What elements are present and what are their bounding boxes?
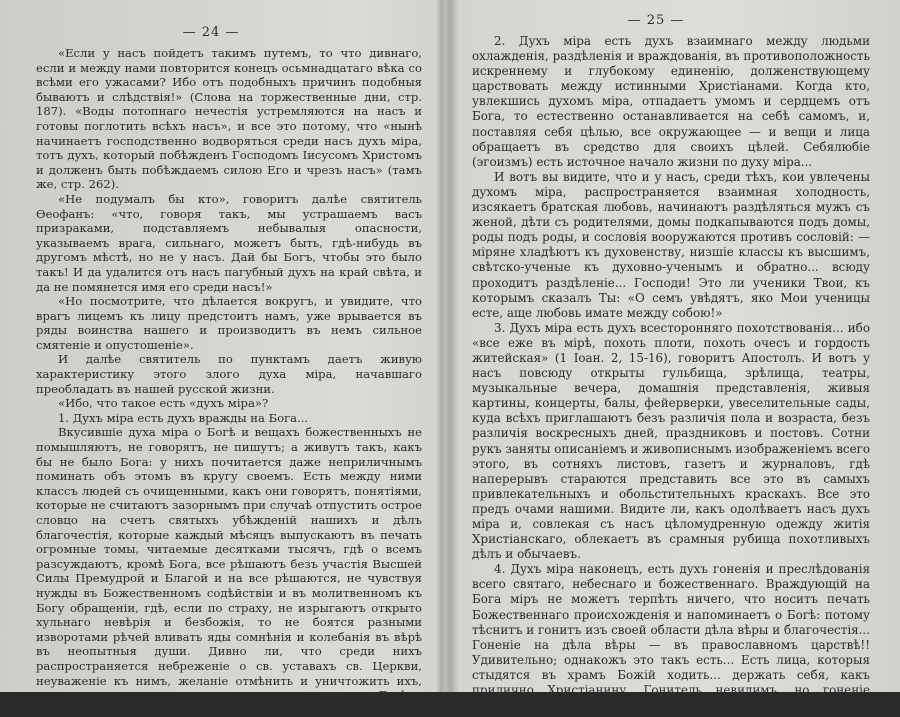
- right-page: [446, 0, 900, 713]
- paragraph: «Не подумалъ бы кто», говоритъ далѣе святитель Ѳеофанъ: «что, говоря такъ, мы устрашаемъ васъ призраками, подставляемъ небывалыя опасности, указываемъ врага, сильнаго, можетъ быть, гдѣ-нибудь въ другомъ мѣстѣ, но не у насъ. Дай бы Богъ, чтобы это было такъ! И да удалится отъ насъ пагубный духъ на край свѣта, и да не помянется имя его среди насъ!»: [36, 191, 422, 294]
- paragraph: И далѣе святитель по пунктамъ даетъ живую характеристику этого злого духа міра, начавшаго преобладать въ нашей русской жизни.: [36, 352, 422, 396]
- paragraph: «Ибо, что такое есть «духъ міра»?: [58, 396, 269, 411]
- left-page-text: [36, 46, 422, 717]
- paragraph: 1. Духъ міра есть духъ вражды на Бога...: [58, 410, 309, 425]
- right-page-text: [472, 34, 870, 713]
- paragraph: 2. Духъ міра есть духъ взаимнаго между людьми охлажденія, раздѣленія и враждованія, въ противоположность искреннему и глубокому единенію, долженствующему царствовать между истинными Христіанами. Когда кто, увлекшись духомъ міра, отпадаетъ умомъ и сердцемъ отъ Бога, то естественно останавливается на себѣ самомъ, и, поставляя себя цѣлью, все окружающее — и вещи и лица обращаетъ въ средство для своихъ цѣлей. Себялюбіе (эгоизмъ) есть источное начало жизни по духу міра...: [472, 34, 870, 169]
- page-number-right: — 25 —: [627, 13, 685, 28]
- paragraph: «Но посмотрите, что дѣлается вокругъ, и увидите, что врагъ лицемъ къ лицу предстоитъ намъ, уже врывается въ ряды воинства нашего и производитъ въ немъ сильное смятеніе и опустошеніе».: [36, 294, 422, 352]
- page-number-left: — 24 —: [182, 25, 240, 40]
- paragraph: «Если у насъ пойдетъ такимъ путемъ, то что дивнаго, если и между нами повторится конецъ осьмнадцатаго вѣка со всѣми его ужасами? Ибо отъ подобныхъ причинъ подобныя бываютъ и слѣдствія!» (Слова на торжественные дни, стр. 187). «Воды потопнаго нечестія устремляются на насъ и готовы поглотить всѣхъ насъ», и все это потому, что «нынѣ начинаетъ господственно водворяться среди насъ духъ міра, тотъ духъ, который побѣжденъ Господомъ Іисусомъ Христомъ и долженъ быть побѣждаемъ силою Его и чрезъ насъ» (тамъ же, стр. 262).: [36, 46, 422, 192]
- paragraph: И вотъ вы видите, что и у насъ, среди тѣхъ, кои увлечены духомъ міра, распространяется взаимная холодность, изсякаетъ братская любовь, начинаютъ раздѣляться мужъ съ женой, дѣти съ родителями, домы подкапываются подъ домы, роды подъ роды, и сословія вооружаются противъ сословій: — міряне хладѣютъ къ духовенству, низшіе классы къ высшимъ, свѣтско-ученые къ духовно-ученымъ и обратно... всюду проходитъ раздѣленіе... Господи! Это ли ученики Твои, къ которымъ сказалъ Ты: «О семъ увѣдятъ, яко Мои ученицы есте, аще любовь имате между собою!»: [472, 169, 870, 320]
- paragraph: 4. Духъ міра наконецъ, есть духъ гоненія и преслѣдованія всего святаго, небеснаго и божественнаго. Враждующій на Бога міръ не можетъ терпѣть ничего, что носитъ печать Божественнаго происхожденія и напоминаетъ о Богѣ: потому тѣснитъ и гонитъ изъ своей области дѣла вѣры и благочестія... Гоненіе на дѣла вѣры — въ православномъ царствѣ!! Удивительно; однакожъ это такъ есть... Есть лица, которыя стыдятся въ храмъ Божій ходить... держать себя, какъ прилично Христіанину. Гонитель невидимъ, но гоненіе видимо, и всѣми испытывается. И вотъ: [472, 562, 870, 713]
- paragraph: 3. Духъ міра есть духъ всесторонняго похотствованія... ибо «все еже въ мірѣ, похоть плоти, похоть очесъ и гордость житейская» (1 Іоан. 2, 15-16), говоритъ Апостолъ. И вотъ у насъ повсюду открыты гульбища, зрѣлища, театры, музыкальные вечера, домашнія представленія, живыя картины, концерты, балы, фейерверки, увеселительные сады, куда всѣхъ приглашаютъ безъ различія пола и возраста, безъ различія воскресныхъ дней, праздниковъ и постовъ. Сотни рукъ заняты описаніемъ и живописнымъ изображеніемъ всего этого, въ сотняхъ листовъ, газетъ и журналовъ, гдѣ наперерывъ стараются представить все это въ самыхъ привлекательныхъ и обольстительныхъ краскахъ. Все это предъ очами нашими. Видите ли, какъ одолѣваетъ насъ духъ міра и, совлекая съ насъ цѣломудренную одежду житія Христіанскаго, облекаетъ въ срамныя рубища похотливыхъ дѣлъ и обычаевъ.: [472, 320, 870, 562]
- left-page: [0, 0, 440, 717]
- paragraph: Вкусившіе духа міра о Богѣ и вещахъ божественныхъ не помышляютъ, не говорятъ, не пишутъ; а живутъ такъ, какъ бы не было Бога: у нихъ почитается даже неприличнымъ поминать объ этомъ въ кругу своемъ. Есть между ними классъ людей съ очищенными, какъ они говорятъ, понятіями, которые не считаютъ зазорнымъ при случаѣ отпустить острое словцо на счетъ святыхъ убѣжденій нашихъ и дѣлъ благочестія, которые каждый мѣсяцъ выпускаютъ въ печать огромные томы, читаемые десятками тысячъ, гдѣ о всемъ разсуждаютъ, кромѣ Бога, все рѣшаютъ безъ участія Высшей Силы Премудрой и Благой и на все рѣшаются, не чувствуя нужды въ Божественномъ содѣйствіи и въ молитвенномъ къ Богу обращеніи, гдѣ, если по страху, не изрыгаютъ открыто хульнаго невѣрія и безбожія, то не боятся разными изворотами рѣчей вливать яды сомнѣнія и колебанія въ вѣрѣ въ неопытныя души. Дивно ли, что среди нихъ распространяется небреженіе о св. уставахъ св. Церкви, неуваженіе къ нимъ, желаніе отмѣнить и уничтожить ихъ, потому только, что они такъ сильно возвышаютъ о Богѣ и будущей жизни...: [36, 425, 422, 717]
